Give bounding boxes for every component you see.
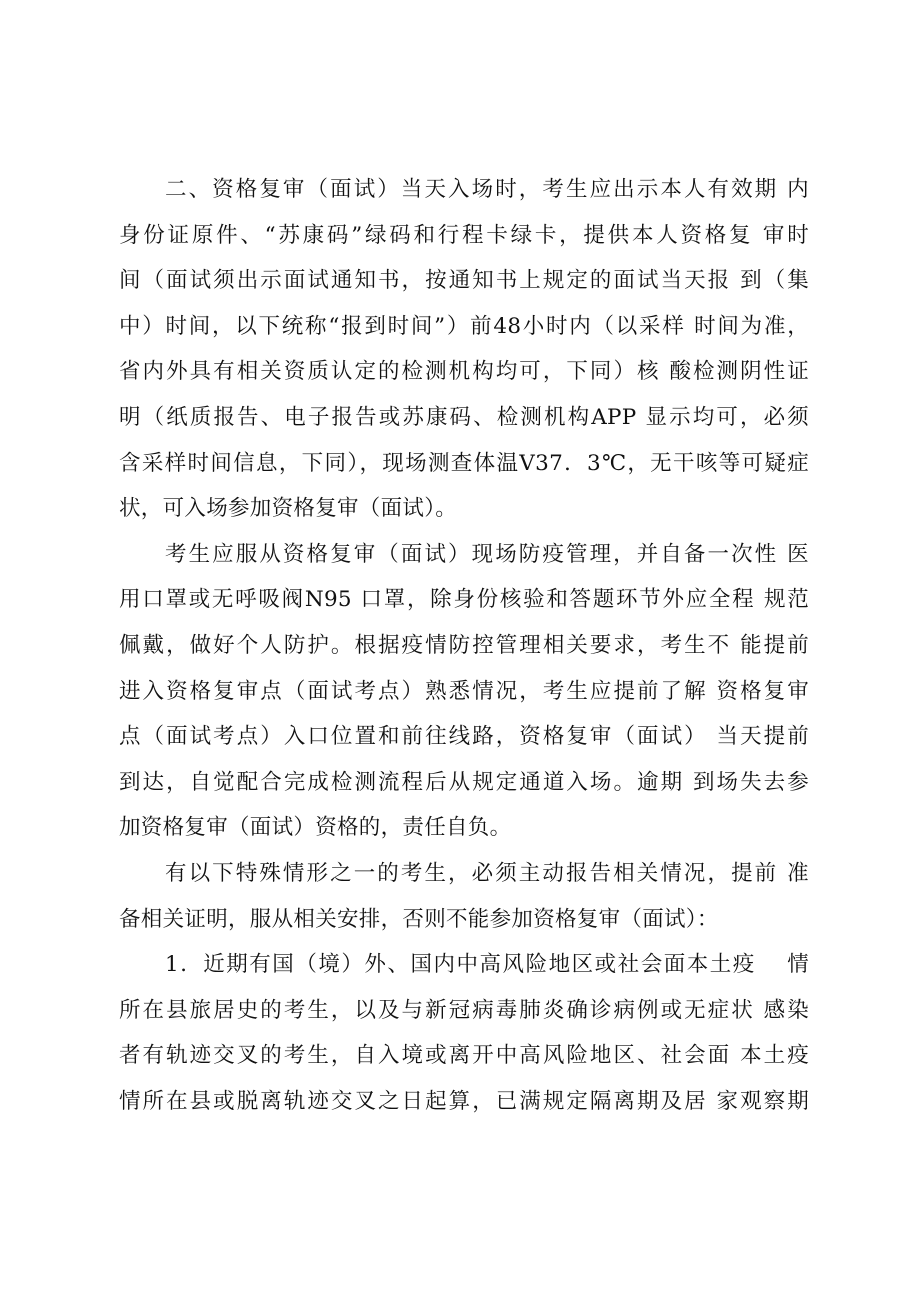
text-line: 所在县旅居史的考生，以及与新冠病毒肺炎确诊病例或无症状 感染 [119,997,809,1023]
text-line: 间（面试须出示面试通知书，按通知书上规定的面试当天报 到（集 [119,268,809,294]
text-line: 二、资格复审（面试）当天入场时，考生应出示本人有效期 内 [165,177,809,202]
text-line: 状，可入场参加资格复审（面试）。 [119,496,458,522]
text-line: 到达，自觉配合完成检测流程后从规定通道入场。逾期 到场失去参 [119,769,809,795]
paragraph [119,167,809,532]
text-line: 有以下特殊情形之一的考生，必须主动报告相关情况，提前 准 [165,860,809,886]
text-line: 用口罩或无呼吸阀N95 口罩，除身份核验和答题环节外应全程 规范 [119,587,809,613]
text-line: 身份证原件、“苏康码”绿码和行程卡绿卡，提供本人资格复 审时 [119,222,809,248]
text-line: 者有轨迹交叉的考生，自入境或离开中高风险地区、社会面 本土疫 [119,1043,809,1069]
text-line: 进入资格复审点（面试考点）熟悉情况，考生应提前了解 资格复审 [119,678,809,704]
text-line: 省内外具有相关资质认定的检测机构均可，下同）核 酸检测阴性证 [119,359,809,385]
text-line: 考生应服从资格复审（面试）现场防疫管理，并自备一次性 医 [165,541,809,567]
paragraph [119,532,809,851]
text-line: 含采样时间信息，下同），现场测查体温V37．3℃，无干咳等可疑症 [119,450,809,476]
text-line: 佩戴，做好个人防护。根据疫情防控管理相关要求，考生不 能提前 [119,632,809,658]
text-line: 加资格复审（面试）资格的，责任自负。 [119,815,512,841]
text-line: 明（纸质报告、电子报告或苏康码、检测机构APP 显示均可，必须 [119,404,809,430]
text-line: 备相关证明，服从相关安排，否则不能参加资格复审（面试）： [119,906,719,932]
paragraph [119,851,809,942]
text-line: 点（面试考点）入口位置和前往线路，资格复审（面试） 当天提前 [119,724,809,750]
paragraph [119,942,809,1124]
text-line: 情所在县或脱离轨迹交叉之日起算，已满规定隔离期及居 家观察期 [119,1088,809,1114]
text-line: 中）时间，以下统称“报到时间”）前48小时内（以采样 时间为准， [119,313,809,339]
body-text [119,167,809,1124]
text-line: 1．近期有国（境）外、国内中高风险地区或社会面本土疫 情 [165,952,809,978]
